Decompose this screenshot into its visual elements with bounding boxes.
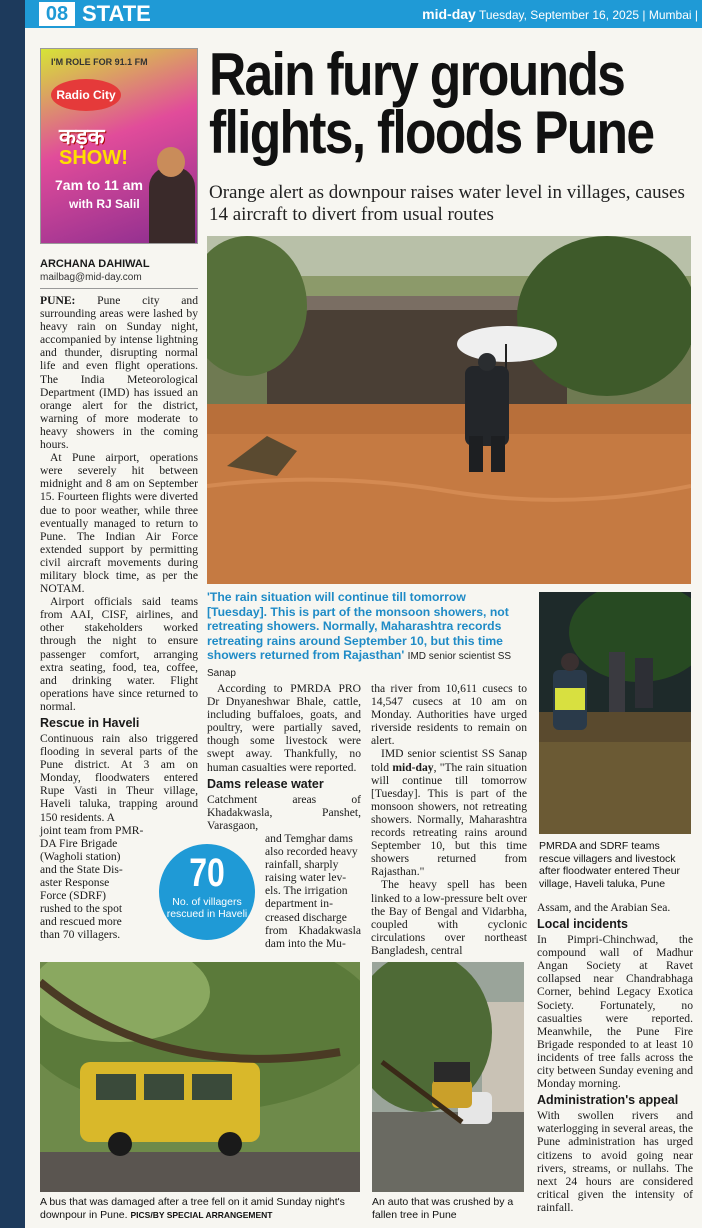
subhead-rescue: Rescue in Haveli	[40, 716, 140, 730]
caption-auto: An auto that was crushed by a fallen tree in Pune	[372, 1196, 514, 1221]
col2-line: department in-	[265, 897, 333, 911]
para-4-line: joint team from PMR-	[40, 823, 144, 837]
para-4-line: and rescued more	[40, 915, 122, 929]
radio-promo-ad	[40, 48, 198, 244]
para-4-line: DA Fire Brigade	[40, 836, 118, 850]
page-header	[25, 0, 702, 28]
headline	[209, 41, 654, 166]
newspaper-page	[25, 0, 702, 1228]
promo-kadak: कड़क	[59, 124, 105, 149]
date: Tuesday, September 16, 2025	[478, 8, 640, 22]
promo-time: 7am to 11 am	[55, 177, 143, 193]
page-number: 08	[39, 2, 75, 26]
dateline	[422, 0, 698, 29]
para-4-line: rushed to the spot	[40, 902, 123, 916]
quote-attribution: IMD senior scientist SS Sanap	[207, 651, 512, 679]
subhead-dams: Dams release water	[207, 776, 324, 791]
col3-para-2-pre: IMD senior scientist SS Sanap told	[371, 747, 527, 774]
para-4-line: (Wagholi station)	[40, 849, 121, 863]
deck: Orange alert as downpour raises water level in villages, causes 14 aircraft to divert from usual routes	[209, 182, 685, 225]
subhead-local: Local incidents	[537, 917, 628, 932]
para-4-line: and the State Dis-	[40, 862, 123, 876]
promo-show: SHOW!	[59, 147, 128, 169]
para-4: Continuous rain also triggered flooding in several parts of the Pune district. At 3 am on Monday, floodwaters entered Rupe Vasti in Theur village, Haveli taluka, trapping around 150 residents. A	[40, 732, 198, 824]
para-4-line: Force (SDRF)	[40, 889, 107, 903]
para-4-wrap	[40, 824, 146, 942]
col4-para-2: In Pimpri-Chinchwad, the compound wall of Madhur Angan Society at Ravet collapsed near Chandrabhaga Corner, behind Legacy Exotica Society. Fortunately, no casualties were reported. Meanwhile, the Pune Fire Brigade responded to at least 10 incidents of tree falls across the city between Sunday evening and Monday morning.	[537, 933, 693, 1091]
column-3	[371, 682, 527, 957]
para-1	[40, 294, 198, 451]
quote-text: 'The rain situation will continue till tomorrow [Tuesday]. This is part of the monsoon showers, not retreating showers. Normally, Maharashtra records retreating rains around September 10, but this time showers returned from Rajasthan'	[207, 590, 509, 663]
col2-line: and Temghar dams	[265, 831, 353, 845]
col3-para-1: tha river from 10,611 cusecs to 14,547 cusecs at 10 am on Monday. Authorities have urged riverside residents to remain on alert.	[371, 682, 527, 748]
col3-para-2	[371, 747, 527, 878]
para-2: At Pune airport, operations were severely hit between midnight and 8 am on September 15. Fourteen flights were diverted due to poor weather, while three eventually managed to return to Pune. The Indian Air Force extended support by permitting civil aircraft movements during military block time, as per the NOTAM.	[40, 451, 198, 596]
promo-host: with RJ Salil	[69, 197, 140, 211]
host-head	[157, 147, 185, 177]
stat-number: 70	[189, 851, 225, 895]
para-4-line: than 70 villagers.	[40, 928, 121, 942]
host-photo	[149, 167, 195, 244]
col2-para-2-wrap	[265, 832, 361, 924]
rescue-photo	[539, 592, 691, 834]
auto-photo	[372, 962, 524, 1192]
para-4-line: aster Response	[40, 876, 110, 890]
para-1-text: Pune city and surrounding areas were lashed by heavy rain on Sunday night, accompanied by intense lightning and thunder, disrupting normal life and even flight operations. The India Meteorological Department (IMD) has issued an orange alert for the district, warning of more moderate to heavy showers in the coming hours.	[40, 294, 198, 452]
byline-email: mailbag@mid-day.com	[40, 272, 142, 283]
bus-photo	[40, 962, 360, 1192]
byline-name: ARCHANA DAHIWAL	[40, 258, 150, 270]
flood-photo	[207, 236, 691, 584]
col2-line: creased discharge	[265, 910, 347, 924]
col2-para-3: from Khadakwasla dam into the Mu-	[265, 923, 361, 950]
column-1	[40, 294, 198, 942]
pull-quote	[207, 590, 529, 682]
col2-line: also recorded heavy	[265, 845, 358, 859]
col2-para-2: Catchment areas of Khadakwasla, Panshet, Varasgaon,	[207, 792, 361, 832]
stat-label: No. of villagers rescued in Haveli	[166, 896, 248, 920]
divider	[40, 288, 198, 289]
stat-badge	[155, 840, 259, 944]
col4-para-1: Assam, and the Arabian Sea.	[537, 901, 671, 914]
col3-para-2-brand: mid-day	[392, 760, 434, 774]
dateline-lead: PUNE:	[40, 294, 76, 307]
promo-fm: I'M ROLE FOR 91.1 FM	[51, 57, 148, 67]
caption-rescue: PMRDA and SDRF teams rescue villagers and livestock after floodwater entered Theur village, Haveli taluka, Pune	[539, 840, 681, 890]
caption-bus-text: A bus that was damaged after a tree fell on it amid Sunday night's downpour in Pune.	[40, 1196, 345, 1221]
caption-bus	[40, 1196, 360, 1221]
col2-line: raising water lev-	[265, 871, 347, 885]
headline-line-1: Rain fury grounds	[209, 41, 625, 108]
subhead-admin: Administration's appeal	[537, 1093, 679, 1108]
col2-line: els. The irrigation	[265, 884, 348, 898]
headline-line-2: flights, floods Pune	[209, 99, 654, 166]
para-3: Airport officials said teams from AAI, CISF, airlines, and other stakeholders worked through the night to ensure passenger comfort, arranging extra seating, food, tea, coffee, and drinking water. Flight operations have since returned to normal.	[40, 595, 198, 713]
radio-city-logo: Radio City	[51, 79, 121, 111]
brand-name: mid-day	[422, 6, 476, 22]
col2-para-1: According to PMRDA PRO Dr Dnyaneshwar Bhale, cattle, including buffaloes, goats, and poultry, were partially saved, though some livestock were swept away. Thankfully, no human casualties were reported.	[207, 682, 361, 774]
column-4	[537, 901, 693, 1214]
photo-credit: PICS/BY SPECIAL ARRANGEMENT	[130, 1209, 273, 1220]
section-title: STATE	[82, 1, 151, 26]
col3-para-3: The heavy spell has been linked to a low-pressure belt over the Bay of Bengal and Vidarbha, coupled with cyclonic circulations over northeast Bangladesh, central	[371, 878, 527, 957]
col4-para-3: With swollen rivers and waterlogging in several areas, the Pune administration has urged citizens to avoid going near rivers, streams, or nullahs. The next 24 hours are considered critical given the intensity of rainfall.	[537, 1109, 693, 1214]
city: | Mumbai |	[642, 8, 698, 22]
col3-para-2-post: , "The rain situation will continue till tomorrow [Tuesday]. This is part of the monsoon showers, not retreating showers. Normally, Maharashtra records retreating rains around September 10, but this time showers returned from Rajasthan."	[371, 760, 528, 879]
col2-line: rainfall, sharply	[265, 858, 339, 872]
